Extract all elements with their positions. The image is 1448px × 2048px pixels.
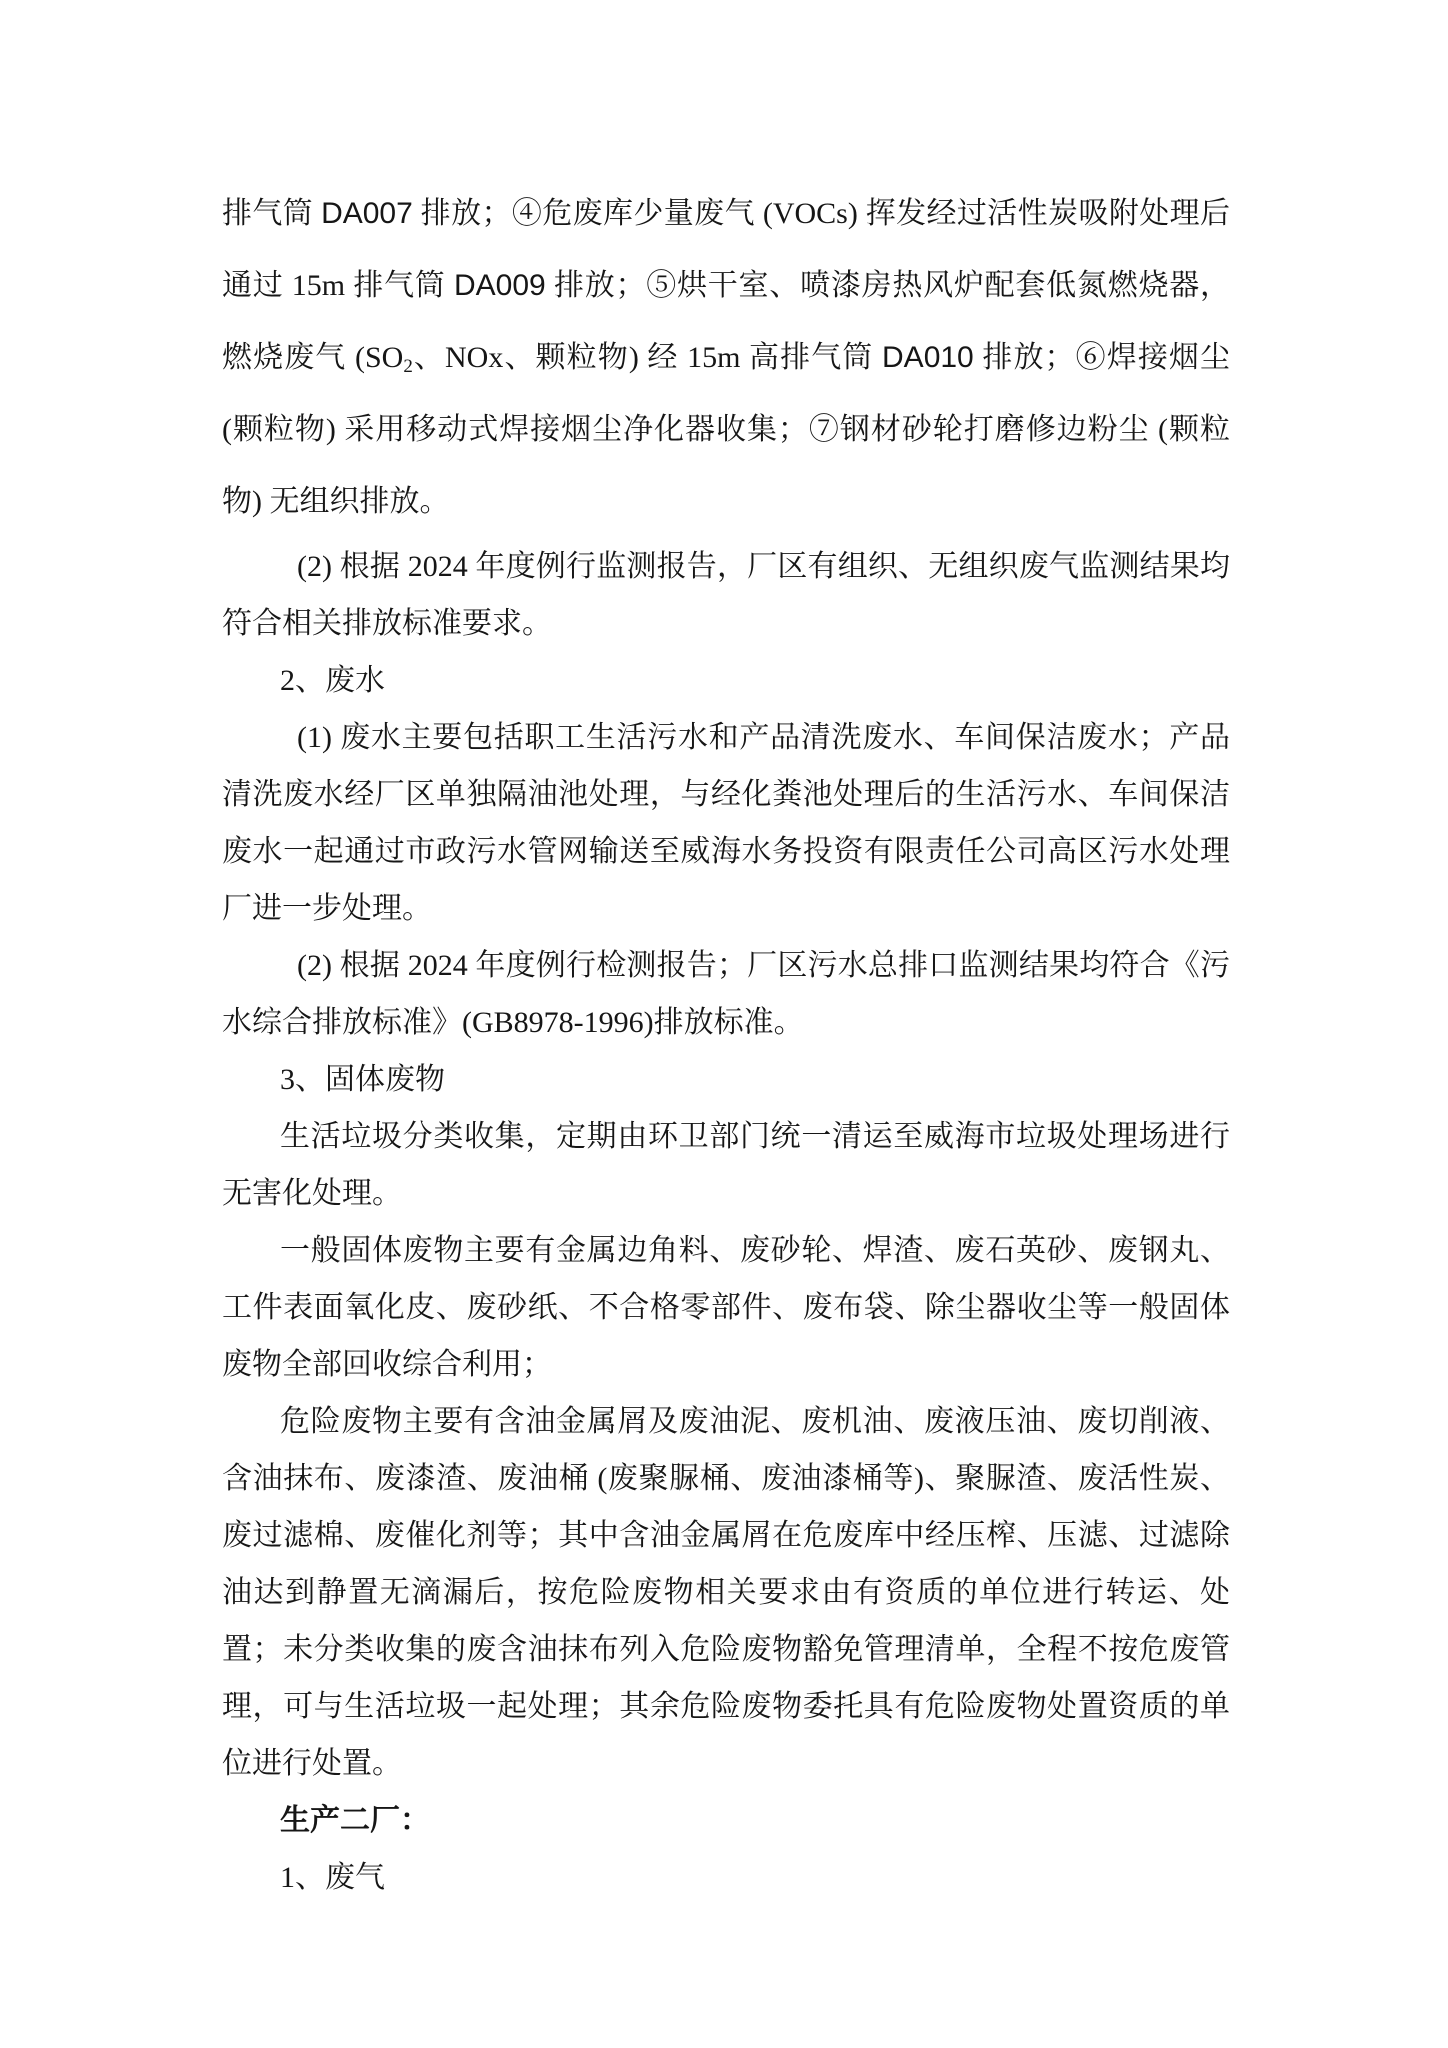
outlet-code-text: DA009 (453, 269, 546, 302)
text-run: 排放；⑤烘干室、喷漆房热风炉配套低氮燃烧器，燃烧废气 (SO (222, 269, 1230, 374)
outlet-code-text: DA007 (321, 197, 413, 230)
heading-plant-two-waste-gas (222, 1849, 1230, 1906)
text-run: 、NOx、颗粒物) 经 15m 高排气筒 (412, 341, 883, 374)
text-run: 2、废水 (280, 664, 385, 697)
para-general-solid-waste (222, 1222, 1230, 1393)
text-run: (2) 根据 2024 年度例行监测报告，厂区有组织、无组织废气监测结果均符合相关排放标准要求。 (222, 550, 1230, 640)
text-run: 生活垃圾分类收集，定期由环卫部门统一清运至威海市垃圾处理场进行无害化处理。 (222, 1120, 1230, 1210)
text-run: 排放；④危废库少量废气 (VOCs) 挥发经过活性炭吸附处理后通过 15m 排气筒 (222, 197, 1231, 302)
outlet-code-text: DA010 (882, 341, 974, 374)
heading-solid-waste (222, 1051, 1230, 1108)
text-run: 生产二厂： (280, 1804, 430, 1837)
text-run: 排气筒 (222, 197, 322, 230)
para-hazardous-waste (222, 1393, 1230, 1792)
text-content (222, 178, 1230, 1906)
text-run: (2) 根据 2024 年度例行检测报告；厂区污水总排口监测结果均符合《污水综合排放标准》(GB8978-1996)排放标准。 (222, 949, 1230, 1039)
text-run: 1、废气 (280, 1861, 385, 1894)
text-run: 危险废物主要有含油金属屑及废油泥、废机油、废液压油、废切削液、含油抹布、废漆渣、废油桶 (废聚脲桶、废油漆桶等)、聚脲渣、废活性炭、废过滤棉、废催化剂等；其中含油金属屑在危废库中经压榨、压滤、过滤除油达到静置无滴漏后，按危险废物相关要求由有资质的单位进行转运、处置；未分类收集的废含油抹布列入危险废物豁免管理清单，全程不按危废管理，可与生活垃圾一起处理；其余危险废物委托具有危险废物处置资质的单位进行处置。 (222, 1405, 1230, 1780)
para-wastewater-sources (222, 709, 1230, 937)
heading-plant-two (222, 1792, 1230, 1849)
subscript-text: 2 (403, 356, 413, 377)
text-run: (1) 废水主要包括职工生活污水和产品清洗废水、车间保洁废水；产品清洗废水经厂区单独隔油池处理，与经化粪池处理后的生活污水、车间保洁废水一起通过市政污水管网输送至威海水务投资有限责任公司高区污水处理厂进一步处理。 (222, 721, 1230, 925)
para-waste-gas-continued (222, 178, 1230, 538)
text-run: 3、固体废物 (280, 1063, 445, 1096)
para-gas-monitoring-result (222, 538, 1230, 652)
para-wastewater-monitoring-result (222, 937, 1230, 1051)
text-run: 一般固体废物主要有金属边角料、废砂轮、焊渣、废石英砂、废钢丸、工件表面氧化皮、废砂纸、不合格零部件、废布袋、除尘器收尘等一般固体废物全部回收综合利用； (222, 1234, 1230, 1381)
text-run: 排放；⑥焊接烟尘 (颗粒物) 采用移动式焊接烟尘净化器收集；⑦钢材砂轮打磨修边粉尘 (颗粒物) 无组织排放。 (222, 341, 1231, 518)
heading-wastewater (222, 652, 1230, 709)
para-domestic-garbage (222, 1108, 1230, 1222)
